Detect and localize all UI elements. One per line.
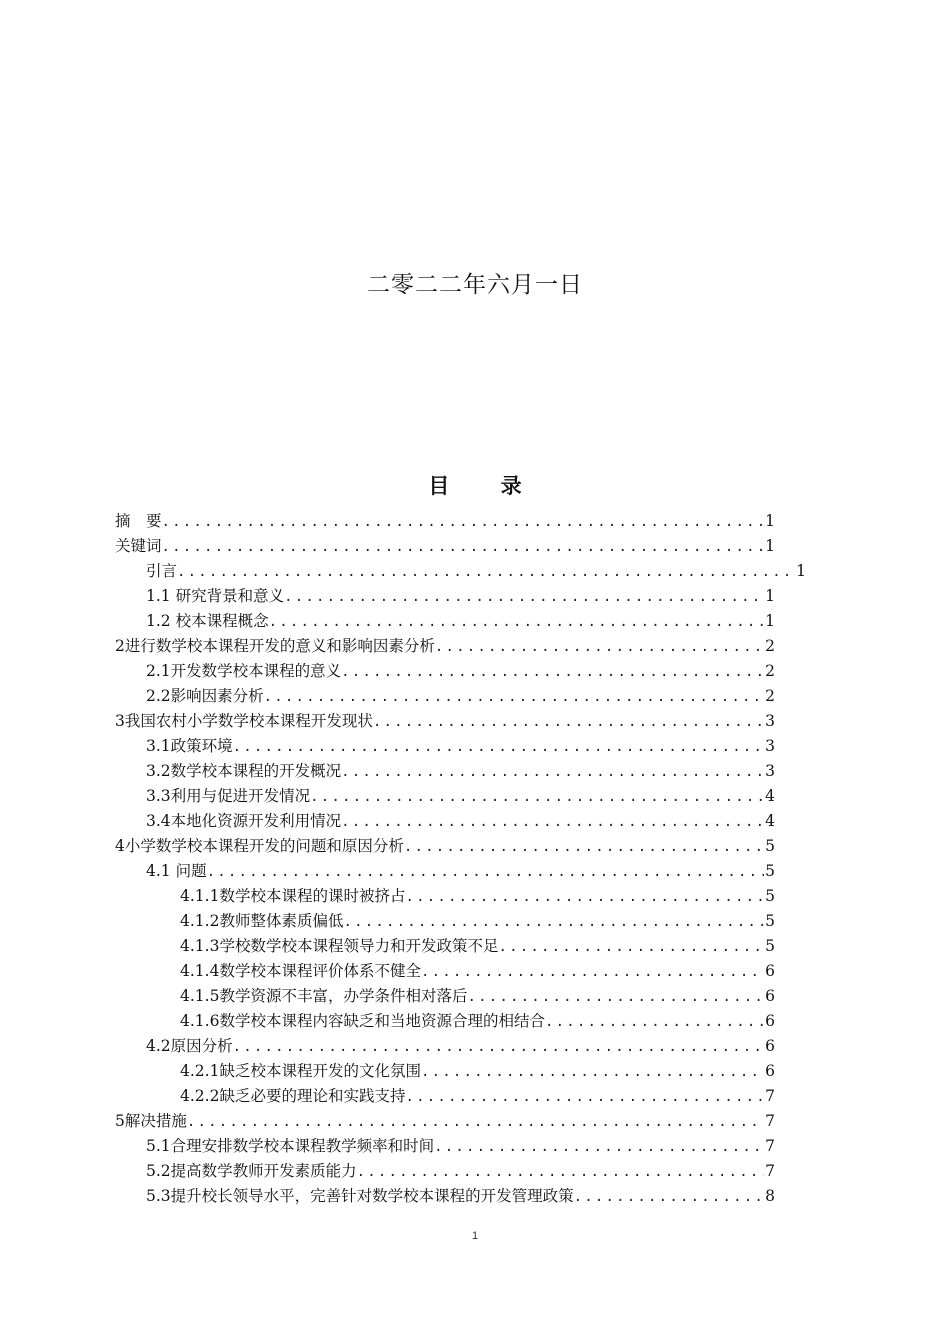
toc-entry-5[interactable]: 5解决措施 ..... 7	[115, 1109, 775, 1133]
page-number: 1	[471, 1230, 479, 1242]
toc-entry-3-1[interactable]: 3.1政策环境 ..... 3	[146, 734, 775, 758]
toc-entry-4-1-1[interactable]: 4.1.1数学校本课程的课时被挤占 ..... 5	[180, 884, 775, 908]
toc-entry-4[interactable]: 4小学数学校本课程开发的问题和原因分析 ..... 5	[115, 834, 775, 858]
toc-entry-4-1-2[interactable]: 4.1.2教师整体素质偏低 ..... 5	[180, 909, 775, 933]
toc-entry-5-2[interactable]: 5.2提高数学教师开发素质能力 ..... 7	[146, 1159, 775, 1183]
toc-entry-2-2[interactable]: 2.2影响因素分析 ..... 2	[146, 684, 775, 708]
toc-entry-2[interactable]: 2进行数学校本课程开发的意义和影响因素分析 ..... 2	[115, 634, 775, 658]
toc-entry-introduction[interactable]: 引言 ..... 1	[146, 559, 806, 583]
toc-entry-5-1[interactable]: 5.1合理安排数学校本课程教学频率和时间 ..... 7	[146, 1134, 775, 1158]
toc-entry-3-2[interactable]: 3.2数学校本课程的开发概况 ..... 3	[146, 759, 775, 783]
toc-entry-5-3[interactable]: 5.3提升校长领导水平，完善针对数学校本课程的开发管理政策 ..... 8	[146, 1184, 775, 1208]
toc-entry-keywords[interactable]: 关键词 ..... 1	[115, 534, 775, 558]
toc-entry-4-1-5[interactable]: 4.1.5教学资源不丰富，办学条件相对落后 ..... 6	[180, 984, 775, 1008]
toc-entry-2-1[interactable]: 2.1开发数学校本课程的意义 ..... 2	[146, 659, 775, 683]
toc-title: 目 录	[428, 474, 544, 498]
toc-entry-3[interactable]: 3我国农村小学数学校本课程开发现状 ..... 3	[115, 709, 775, 733]
toc-entry-4-2-1[interactable]: 4.2.1缺乏校本课程开发的文化氛围 ..... 6	[180, 1059, 775, 1083]
toc-entry-1-2[interactable]: 1.2 校本课程概念 ..... 1	[146, 609, 775, 633]
toc-entry-4-2-2[interactable]: 4.2.2缺乏必要的理论和实践支持 ..... 7	[180, 1084, 775, 1108]
toc-entry-3-4[interactable]: 3.4本地化资源开发利用情况 ..... 4	[146, 809, 775, 833]
toc-entry-3-3[interactable]: 3.3利用与促进开发情况 ..... 4	[146, 784, 775, 808]
toc-entry-1-1[interactable]: 1.1 研究背景和意义 ..... 1	[146, 584, 775, 608]
toc-entry-4-1-3[interactable]: 4.1.3学校数学校本课程领导力和开发政策不足 ..... 5	[180, 934, 775, 958]
date-line: 二零二二年六月一日	[367, 272, 583, 298]
toc-entry-4-1[interactable]: 4.1 问题 ..... 5	[146, 859, 775, 883]
toc-entry-4-1-4[interactable]: 4.1.4数学校本课程评价体系不健全 ..... 6	[180, 959, 775, 983]
toc-entry-4-2[interactable]: 4.2原因分析 ..... 6	[146, 1034, 775, 1058]
toc-entry-abstract[interactable]: 摘 要 ..... 1	[115, 509, 775, 533]
toc-entry-4-1-6[interactable]: 4.1.6数学校本课程内容缺乏和当地资源合理的相结合 ..... 6	[180, 1009, 775, 1033]
